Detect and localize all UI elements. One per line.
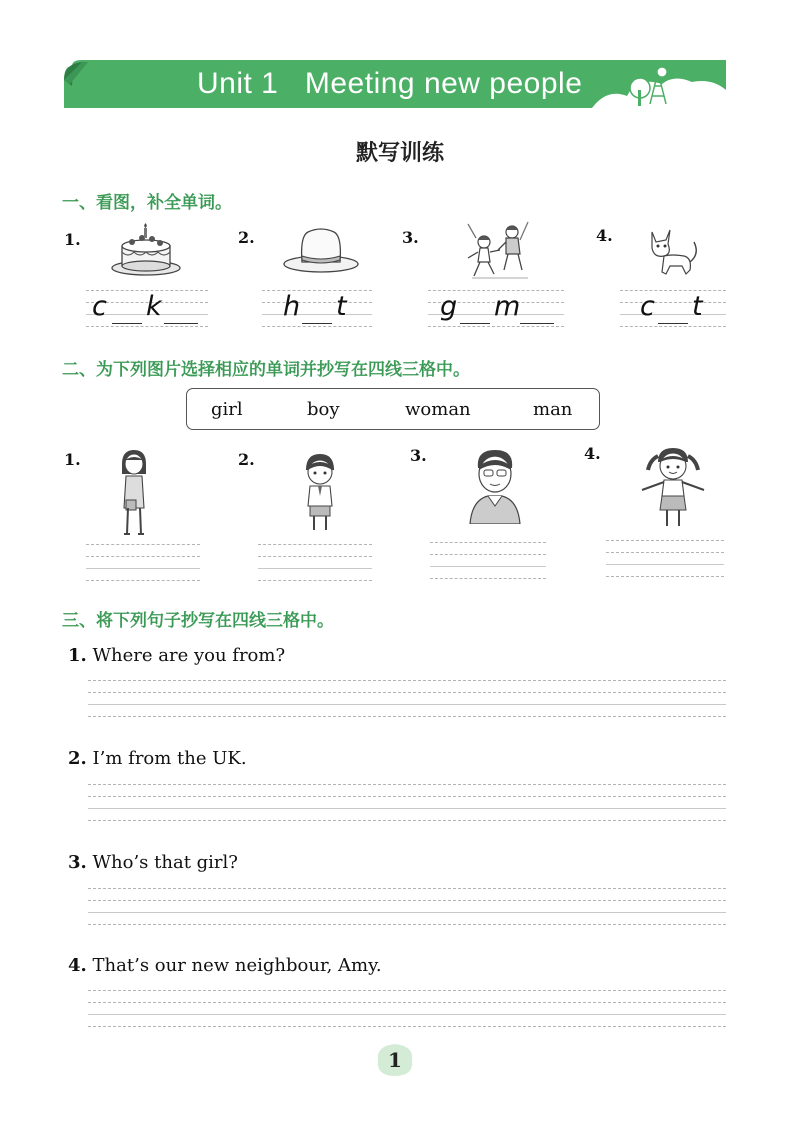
sentence-4-text: That’s our new neighbour, Amy. [92, 955, 382, 976]
s1-item1-number: 1. [64, 230, 81, 249]
page-number-text: 1 [388, 1048, 402, 1072]
sentence-1-text: Where are you from? [92, 645, 286, 666]
sentence-3-text: Who’s that girl? [92, 852, 238, 873]
unit-banner [62, 58, 726, 110]
sentence-1-writing-lines[interactable] [88, 680, 726, 726]
s2-item3-writing-lines[interactable] [430, 542, 546, 588]
sentence-2 [68, 748, 247, 769]
s1-item2-number: 2. [238, 228, 255, 247]
page-title: 默写训练 [355, 141, 444, 166]
s1-item3-blank-end [520, 323, 554, 324]
word-bank-item: woman [405, 399, 471, 420]
s2-item2-writing-lines[interactable] [258, 544, 372, 590]
word-bank [186, 388, 600, 430]
sentence-4-number: 4. [68, 955, 87, 976]
s1-item1-blank [112, 323, 142, 324]
cake-icon [108, 222, 184, 278]
s2-item1-number: 1. [64, 450, 81, 469]
cat-icon [642, 224, 700, 278]
sentence-2-writing-lines[interactable] [88, 784, 726, 830]
woman-icon [114, 448, 154, 540]
s1-item3-letter-first: g [440, 291, 458, 322]
children-playing-icon [462, 220, 534, 282]
s1-item2-writing-lines[interactable] [262, 290, 372, 336]
sentence-4 [68, 955, 382, 976]
word-bank-item: boy [307, 399, 340, 420]
boy-icon [298, 452, 342, 534]
s2-item4-writing-lines[interactable] [606, 540, 724, 586]
section1-heading: 一、看图，补全单词。 [62, 193, 232, 213]
sentence-1 [68, 645, 285, 666]
s1-item3-number: 3. [402, 228, 419, 247]
sentence-3-writing-lines[interactable] [88, 888, 726, 934]
s2-item3-number: 3. [410, 446, 427, 465]
girl-icon [636, 446, 710, 530]
s1-item3-blank [460, 323, 490, 324]
s1-item4-blank [658, 323, 688, 324]
s2-item2-number: 2. [238, 450, 255, 469]
sentence-2-text: I’m from the UK. [92, 748, 247, 769]
sentence-4-writing-lines[interactable] [88, 990, 726, 1036]
s1-item4-letter-first: c [640, 291, 655, 322]
s1-item4-letter-second: t [692, 291, 703, 322]
s1-item2-blank [302, 323, 332, 324]
hat-icon [282, 226, 360, 274]
s1-item4-number: 4. [596, 226, 613, 245]
s1-item1-letter-second: k [146, 291, 162, 322]
word-bank-item: man [533, 399, 573, 420]
sentence-1-number: 1. [68, 645, 87, 666]
sentence-3-number: 3. [68, 852, 87, 873]
sentence-3 [68, 852, 238, 873]
section3-heading: 三、将下列句子抄写在四线三格中。 [62, 611, 334, 631]
section2-heading: 二、为下列图片选择相应的单词并抄写在四线三格中。 [62, 360, 470, 380]
s1-item2-letter-second: t [336, 291, 347, 322]
man-icon [464, 448, 526, 524]
sentence-2-number: 2. [68, 748, 87, 769]
s1-item1-letter-first: c [92, 291, 107, 322]
page-number [372, 1040, 418, 1080]
s1-item2-letter-first: h [283, 291, 301, 322]
s2-item1-writing-lines[interactable] [86, 544, 200, 590]
s2-item4-number: 4. [584, 444, 601, 463]
s1-item3-letter-second: m [494, 291, 521, 322]
word-bank-item: girl [211, 399, 243, 420]
s1-item4-writing-lines[interactable] [620, 290, 726, 336]
s1-item1-blank-end [164, 323, 198, 324]
unit-title: Unit 1 Meeting new people [197, 67, 583, 100]
